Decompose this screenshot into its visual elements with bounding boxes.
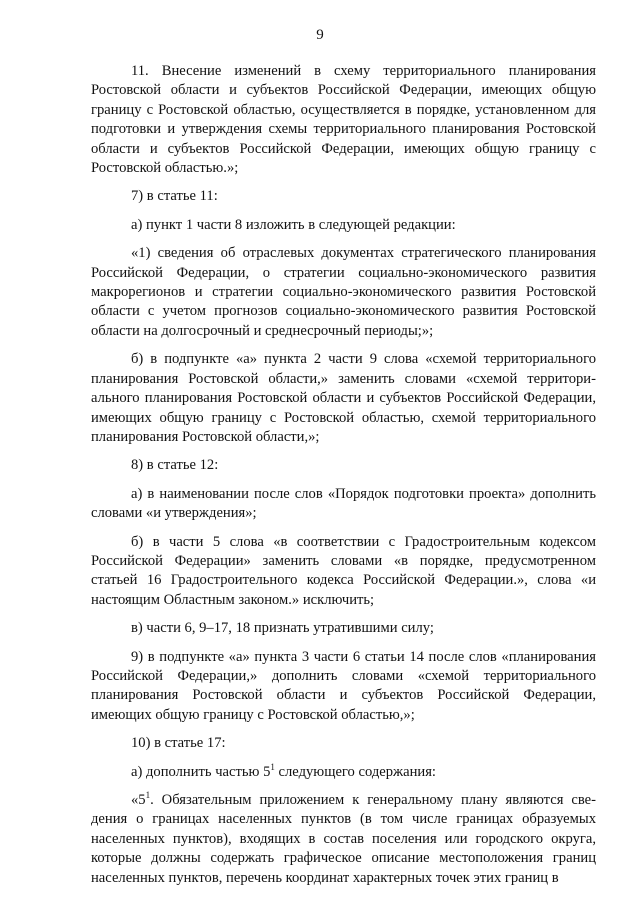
- paragraph-text-after: . Обязательным приложением к генеральному плану являются сведения о границах населенных пунктов (в том числе границах образуемых населенных пунктов), входящих в состав поселения или городского округа, которые должны содержать графическое описание местоположения границ населенных пунктов, перечень координат характерных точек этих границ в: [91, 792, 596, 886]
- paragraph-point-1-text: «1) сведения об отраслевых документах стратегического планирования Российской Федерации, о стратегии социально-экономического развития макрорегионов и стратегии социально-экономического развития Ростовской области с учетом прогнозов социально-экономического развития Ростовской области на долгосрочный и среднесрочный периоды;»;: [91, 245, 596, 339]
- paragraph-item-7: 7) в статье 11:: [131, 188, 218, 205]
- paragraph-item-7a: а) пункт 1 части 8 изложить в следующей редакции:: [131, 216, 456, 233]
- paragraph-item-8b: б) в части 5 слова «в соответствии с Градостроительным кодексом Российской Федерации» заменить словами «в порядке, предусмотренном статьей 16 Градостроительного кодекса Российской Федерации.», слова «и настоящим Областным законом.» исключить;: [91, 533, 596, 608]
- paragraph-item-10a: [91, 763, 596, 782]
- paragraph-text-before: а) дополнить частью 5: [131, 763, 271, 780]
- paragraph-item-8v: в) части 6, 9–17, 18 признать утратившими силу;: [131, 620, 434, 637]
- document-body: [91, 62, 596, 897]
- superscript: 1: [145, 790, 151, 801]
- paragraph-text-before: «5: [131, 792, 146, 808]
- page-number: 9: [316, 27, 324, 43]
- paragraph-item-10: 10) в статье 17:: [131, 735, 226, 752]
- paragraph-11-amendment: 11. Внесение изменений в схему территориального планирования Ростовской области и субъектов Российской Федерации, имеющих общую границу с Ростовской областью, осуществляется в порядке, установленном для подготовки и утверждения схемы территориального планирования Ростовской области и субъектов Российской Федерации, имеющих общую границу с Ростовской областью.»;: [91, 63, 596, 177]
- paragraph-text-after: следующего содержания:: [274, 763, 436, 780]
- paragraph-item-9: 9) в подпункте «а» пункта 3 части 6 статьи 14 после слов «планирования Российской Федерации,» дополнить словами «схемой территориального планирования Ростовской области и субъектов Российской Федерации, имеющих общую границу с Ростовской областью,»;: [91, 648, 596, 723]
- paragraph-item-8a: а) в наименовании после слов «Порядок подготовки проекта» дополнить словами «и утверждения»;: [91, 485, 596, 522]
- paragraph-item-8: 8) в статье 12:: [131, 457, 219, 474]
- superscript: 1: [270, 761, 275, 772]
- paragraph-part-5-1-text: [91, 791, 596, 888]
- paragraph-item-7b: б) в подпункте «а» пункта 2 части 9 слова «схемой территориального планирования Ростовской области,» заменить словами «схемой территориального планирования Ростовской области и субъектов Российской Федерации, имеющих общую границу с Ростовской областью, схемой территориального планирования Ростовской области,»;: [91, 351, 596, 445]
